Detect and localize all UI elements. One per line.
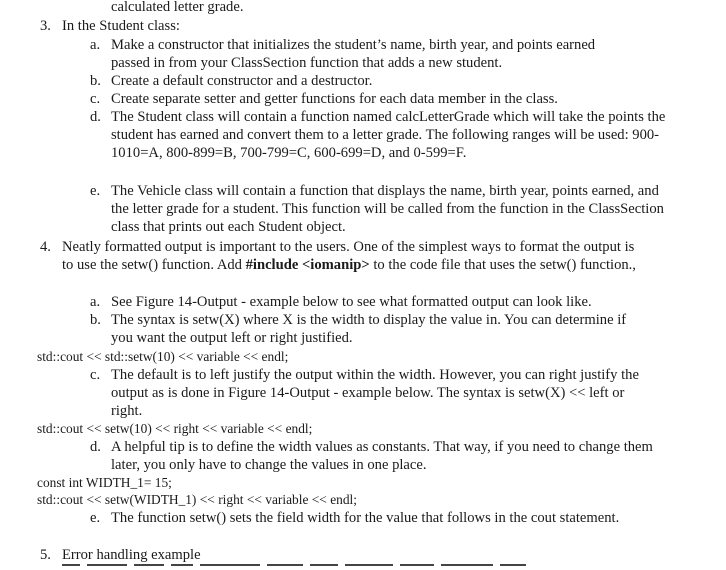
subitem-3b-letter: b. bbox=[90, 73, 101, 89]
subitem-3d-letter: d. bbox=[90, 109, 101, 125]
list-number-3: 3. bbox=[40, 18, 51, 34]
subitem-4e-letter: e. bbox=[90, 510, 101, 526]
subitem-3c-text: Create separate setter and getter functions for each data member in the class. bbox=[111, 91, 558, 107]
code-line-const-width: const int WIDTH_1= 15; bbox=[37, 475, 172, 490]
subitem-4d-text: A helpful tip is to define the width values as constants. That way, if you need to change them later, you only have to change the values in one place. bbox=[111, 439, 653, 474]
code-line-setw-basic: std::cout << std::setw(10) << variable << endl; bbox=[37, 349, 289, 364]
subitem-3b-text: Create a default constructor and a destructor. bbox=[111, 73, 373, 89]
subitem-3a-text: Make a constructor that initializes the student’s name, birth year, and points earned passed in from your ClassSection function that adds a new student. bbox=[111, 37, 596, 72]
code-line-setw-right: std::cout << setw(10) << right << variable << endl; bbox=[37, 421, 313, 436]
subitem-4c-text: The default is to left justify the output within the width. However, you can right justify the output as is done in Figure 14-Output - example below. The syntax is setw(X) << left or right. bbox=[111, 367, 639, 420]
item-4-text bbox=[62, 238, 647, 274]
subitem-4b-letter: b. bbox=[90, 312, 101, 328]
subitem-3e-letter: e. bbox=[90, 183, 101, 199]
subitem-4e-text: The function setw() sets the field width for the value that follows in the cout statement. bbox=[111, 510, 620, 526]
subitem-3a-letter: a. bbox=[90, 37, 101, 53]
item-4-text-before: Neatly formatted output is important to the users. One of the simplest ways to format the output is to use the setw() function. Add bbox=[62, 239, 635, 274]
list-number-4: 4. bbox=[40, 239, 51, 255]
code-line-setw-width-constant: std::cout << setw(WIDTH_1) << right << variable << endl; bbox=[37, 492, 357, 507]
list-number-5: 5. bbox=[40, 547, 51, 563]
subitem-3d-text: The Student class will contain a function named calcLetterGrade which will take the points the student has earned and convert them to a letter grade. The following ranges will be used: 900-1010=A, 800-899=B, 700-799=C, 600-699=D, and 0-599=F. bbox=[111, 109, 666, 162]
item-4-text-after: to the code file that uses the setw() function., bbox=[369, 257, 636, 274]
item-5-text: Error handling example bbox=[62, 547, 201, 563]
subitem-4c-letter: c. bbox=[90, 367, 101, 383]
subitem-3e-text: The Vehicle class will contain a function that displays the name, birth year, points earned, and the letter grade for a student. This function will be called from the function in the ClassSection class that prints out each Student object. bbox=[111, 183, 664, 236]
subitem-4a-text: See Figure 14-Output - example below to see what formatted output can look like. bbox=[111, 294, 592, 310]
subitem-4b-text: The syntax is setw(X) where X is the width to display the value in. You can determine if you want the output left or right justified. bbox=[111, 312, 627, 347]
subitem-4a-letter: a. bbox=[90, 294, 101, 310]
item-3-text: In the Student class: bbox=[62, 18, 180, 34]
subitem-3c-letter: c. bbox=[90, 91, 101, 107]
subitem-4d-letter: d. bbox=[90, 439, 101, 455]
cutoff-text-fragment bbox=[62, 564, 622, 570]
top-fragment-text: calculated letter grade. bbox=[111, 0, 244, 15]
include-iomanip-text: #include <iomanip> bbox=[245, 257, 370, 274]
